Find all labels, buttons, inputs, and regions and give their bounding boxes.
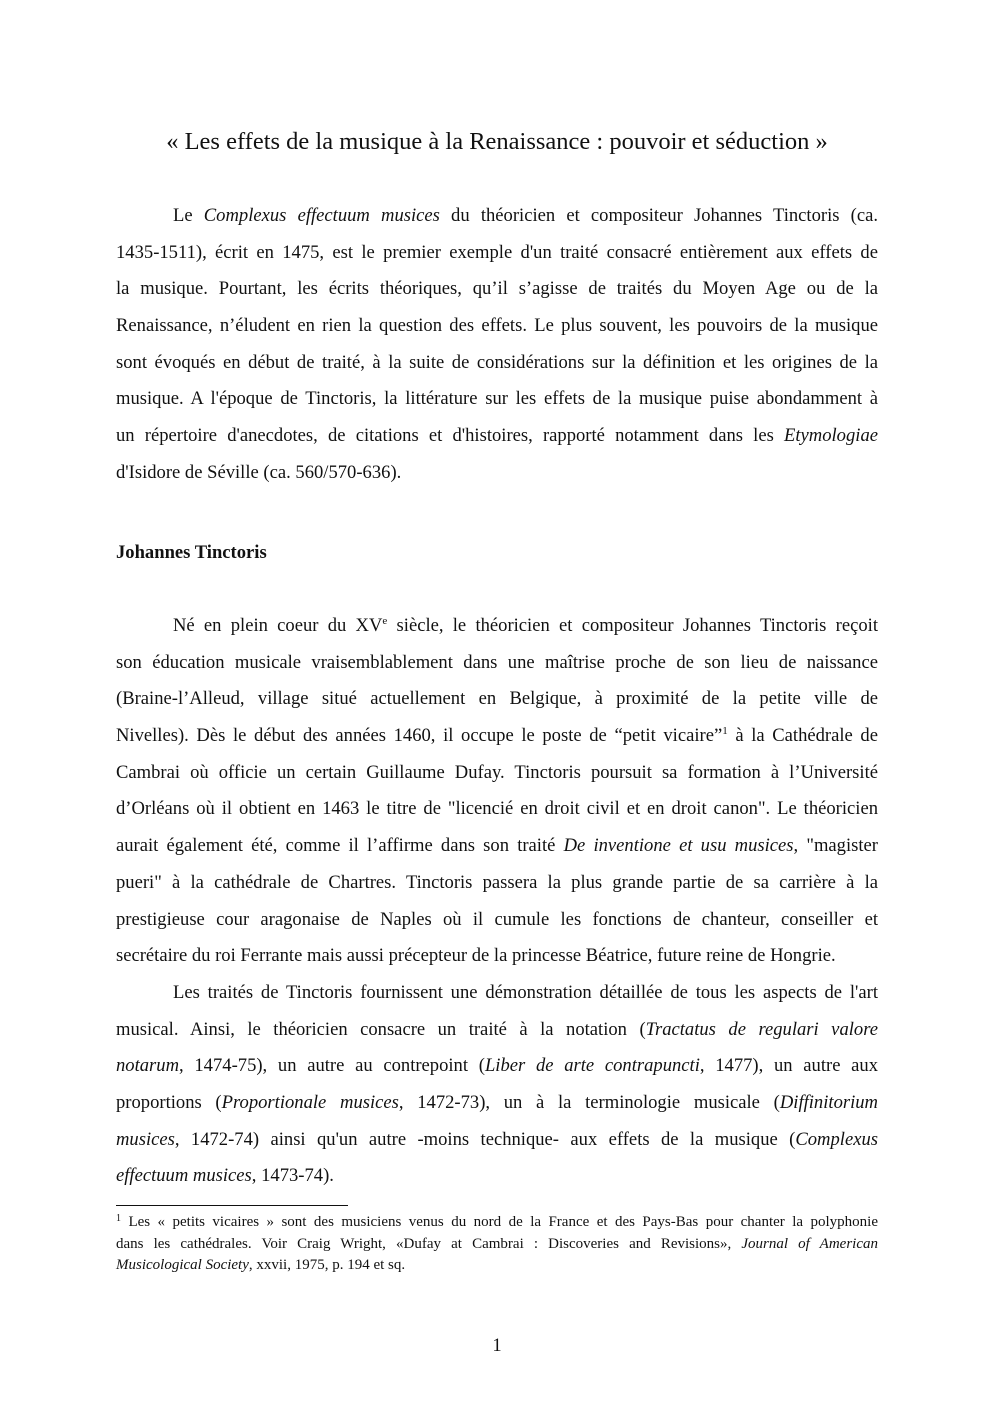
intro-line-7: un répertoire d'anecdotes, de citations et d'histoires, rapporté notamment dans les Etymologiae: [116, 425, 878, 447]
work-title: De inventione et usu musices: [563, 835, 794, 857]
treatise-title: Complexus effectuum musices: [203, 205, 440, 226]
bio-line-4: Nivelles). Dès le début des années 1460, il occupe le poste de “petit vicaire”$^1$ à la Cathédrale de: [116, 725, 878, 747]
bio-line-6: d’Orléans où il obtient en 1463 le titre de "licencié en droit civil et en droit canon". Le théoricien: [116, 798, 878, 820]
intro-line-6: musique. A l'époque de Tinctoris, la littérature sur les effets de la musique puise abondamment à: [116, 388, 878, 410]
footnote-reference[interactable]: 1: [722, 725, 728, 738]
footnote-line-3: Musicological Society, xxvii, 1975, p. 194 et sq.: [116, 1257, 406, 1273]
treatises-line-1: Les traités de Tinctoris fournissent une démonstration détaillée de tous les aspects de l'art: [173, 982, 878, 1003]
bio-line-2: son éducation musicale vraisemblablement dans une maîtrise proche de son lieu de naissance: [116, 651, 878, 673]
treatises-line-4: proportions (Proportionale musices, 1472-73), un à la terminologie musicale (Diffinitorium: [116, 1092, 878, 1114]
bio-line-3: (Braine-l’Alleud, village situé actuellement en Belgique, à proximité de la petite ville de: [116, 688, 878, 710]
treatises-line-5: musices, 1472-74) ainsi qu'un autre -moins technique- aux effets de la musique (Complexus: [116, 1128, 878, 1150]
bio-line-8: pueri" à la cathédrale de Chartres. Tinctoris passera la plus grande partie de sa carrière à la: [116, 871, 878, 893]
intro-line-2: 1435-1511), écrit en 1475, est le premier exemple d'un traité consacré entièrement aux effets de: [116, 241, 878, 263]
treatises-line-2: musical. Ainsi, le théoricien consacre un traité à la notation (Tractatus de regulari valore: [116, 1018, 878, 1040]
footnote: [116, 1212, 878, 1277]
work-title: Etymologiae: [784, 425, 878, 447]
document-page: [116, 0, 878, 1403]
treatises-line-6: effectuum musices, 1473-74).: [116, 1165, 334, 1187]
bio-line-7: aurait également été, comme il l’affirme dans son traité De inventione et usu musices, "magister: [116, 835, 878, 857]
treatises-line-3: notarum, 1474-75), un autre au contrepoint (Liber de arte contrapuncti, 1477), un autre aux: [116, 1055, 879, 1077]
bio-paragraph: [116, 608, 878, 975]
intro-line-4: Renaissance, n’éludent en rien la question des effets. Le plus souvent, les pouvoirs de la musique: [116, 315, 878, 337]
footnote-separator: [116, 1205, 348, 1206]
footnote-line-1: $^1$ Les « petits vicaires » sont des musiciens venus du nord de la France et des Pays-Bas pour chanter la polyphonie: [116, 1213, 878, 1230]
page-number: 1: [492, 1335, 502, 1356]
intro-paragraph: [116, 198, 878, 492]
footnote-marker: 1: [116, 1213, 121, 1224]
bio-line-1: Né en plein coeur du XVe siècle, le théoricien et compositeur Johannes Tinctoris reçoit: [173, 615, 878, 636]
bio-line-9: prestigieuse cour aragonaise de Naples où il cumule les fonctions de chanteur, conseiller et: [116, 908, 878, 930]
bio-line-5: Cambrai où officie un certain Guillaume Dufay. Tinctoris poursuit sa formation à l’Université: [116, 761, 878, 783]
intro-line-8: d'Isidore de Séville (ca. 560/570-636).: [116, 461, 402, 483]
section-heading: Johannes Tinctoris: [116, 542, 267, 563]
intro-line-3: la musique. Pourtant, les écrits théoriques, qu’il s’agisse de traités du Moyen Age ou de la: [116, 278, 878, 300]
intro-line-1: Le Complexus effectuum musices du théoricien et compositeur Johannes Tinctoris (ca.: [173, 205, 878, 226]
footnote-line-2: dans les cathédrales. Voir Craig Wright, «Dufay at Cambrai : Discoveries and Revisions», Journal of American: [116, 1235, 878, 1252]
treatises-paragraph: [116, 975, 878, 1195]
intro-line-5: sont évoqués en début de traité, à la suite de considérations sur la définition et les origines de la: [116, 351, 878, 373]
document-title: « Les effets de la musique à la Renaissance : pouvoir et séduction »: [166, 128, 828, 155]
bio-line-10: secrétaire du roi Ferrante mais aussi précepteur de la princesse Béatrice, future reine de Hongrie.: [116, 945, 836, 967]
